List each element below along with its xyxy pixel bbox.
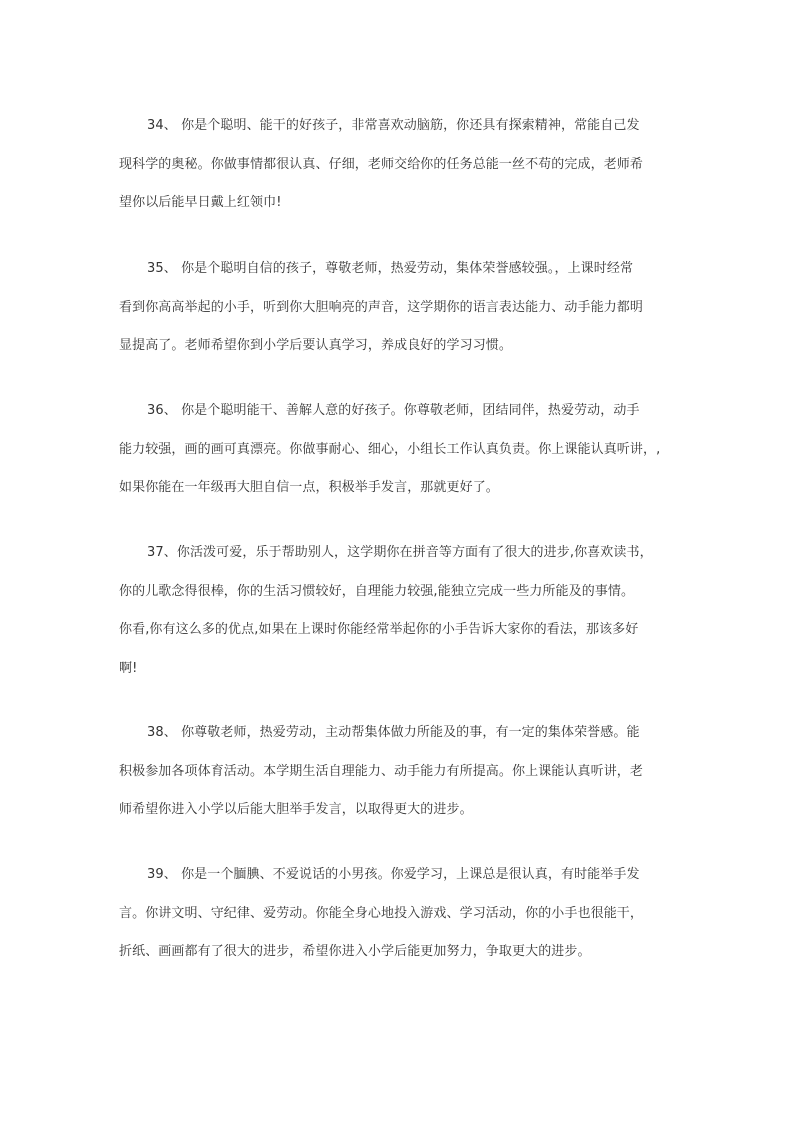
paragraph-line: 36、 你是个聪明能干、善解人意的好孩子。你尊敬老师，团结同伴，热爱劳动，动手: [147, 403, 640, 418]
paragraph-line: 如果你能在一年级再大胆自信一点，积极举手发言，那就更好了。: [119, 480, 499, 495]
paragraph-line: 师希望你进入小学以后能大胆举手发言，以取得更大的进步。: [119, 802, 473, 817]
paragraph-line: 39、 你是一个腼腆、不爱说话的小男孩。你爱学习，上课总是很认真，有时能举手发: [147, 867, 640, 882]
paragraph-line: 38、 你尊敬老师，热爱劳动，主动帮集体做力所能及的事，有一定的集体荣誉感。能: [147, 725, 640, 740]
comment-paragraph-38: [119, 714, 679, 830]
paragraph-line: 言。你讲文明、守纪律、爱劳动。你能全身心地投入游戏、学习活动，你的小手也很能干，: [119, 905, 644, 921]
paragraph-line: 啊!: [119, 660, 138, 676]
paragraph-line: 折纸、画画都有了很大的进步，希望你进入小学后能更加努力，争取更大的进步。: [119, 944, 591, 959]
comment-paragraph-34: [119, 107, 679, 223]
comment-paragraph-35: [119, 250, 679, 366]
paragraph-line: 37、你活泼可爱，乐于帮助别人，这学期你在拼音等方面有了很大的进步,你喜欢读书，: [147, 545, 653, 560]
paragraph-line: 显提高了。老师希望你到小学后要认真学习，养成良好的学习习惯。: [119, 338, 513, 353]
comment-paragraph-39: [119, 856, 679, 972]
paragraph-line: 看到你高高举起的小手，听到你大胆响亮的声音，这学期你的语言表达能力、动手能力都明: [119, 299, 644, 315]
paragraph-line: 34、 你是个聪明、能干的好孩子，非常喜欢动脑筋，你还具有探索精神，常能自己发: [147, 118, 640, 133]
paragraph-line: 现科学的奥秘。你做事情都很认真、仔细，老师交给你的任务总能一丝不苟的完成，老师希: [119, 156, 644, 172]
paragraph-line: 积极参加各项体育活动。本学期生活自理能力、动手能力有所提高。你上课能认真听讲，老: [119, 763, 644, 779]
paragraph-line: 能力较强，画的画可真漂亮。你做事耐心、细心，小组长工作认真负责。你上课能认真听讲，,: [119, 441, 661, 457]
paragraph-line: 望你以后能早日戴上红领巾!: [119, 195, 282, 210]
comment-paragraph-37: [119, 534, 679, 688]
paragraph-line: 你的儿歌念得很棒，你的生活习惯较好，自理能力较强,能独立完成一些力所能及的事情。: [119, 583, 635, 599]
paragraph-line: 你看,你有这么多的优点,如果在上课时你能经常举起你的小手告诉大家你的看法，那该多好: [119, 622, 639, 637]
comment-paragraph-36: [119, 392, 679, 508]
paragraph-line: 35、 你是个聪明自信的孩子，尊敬老师，热爱劳动，集体荣誉感较强。，上课时经常: [147, 261, 634, 276]
